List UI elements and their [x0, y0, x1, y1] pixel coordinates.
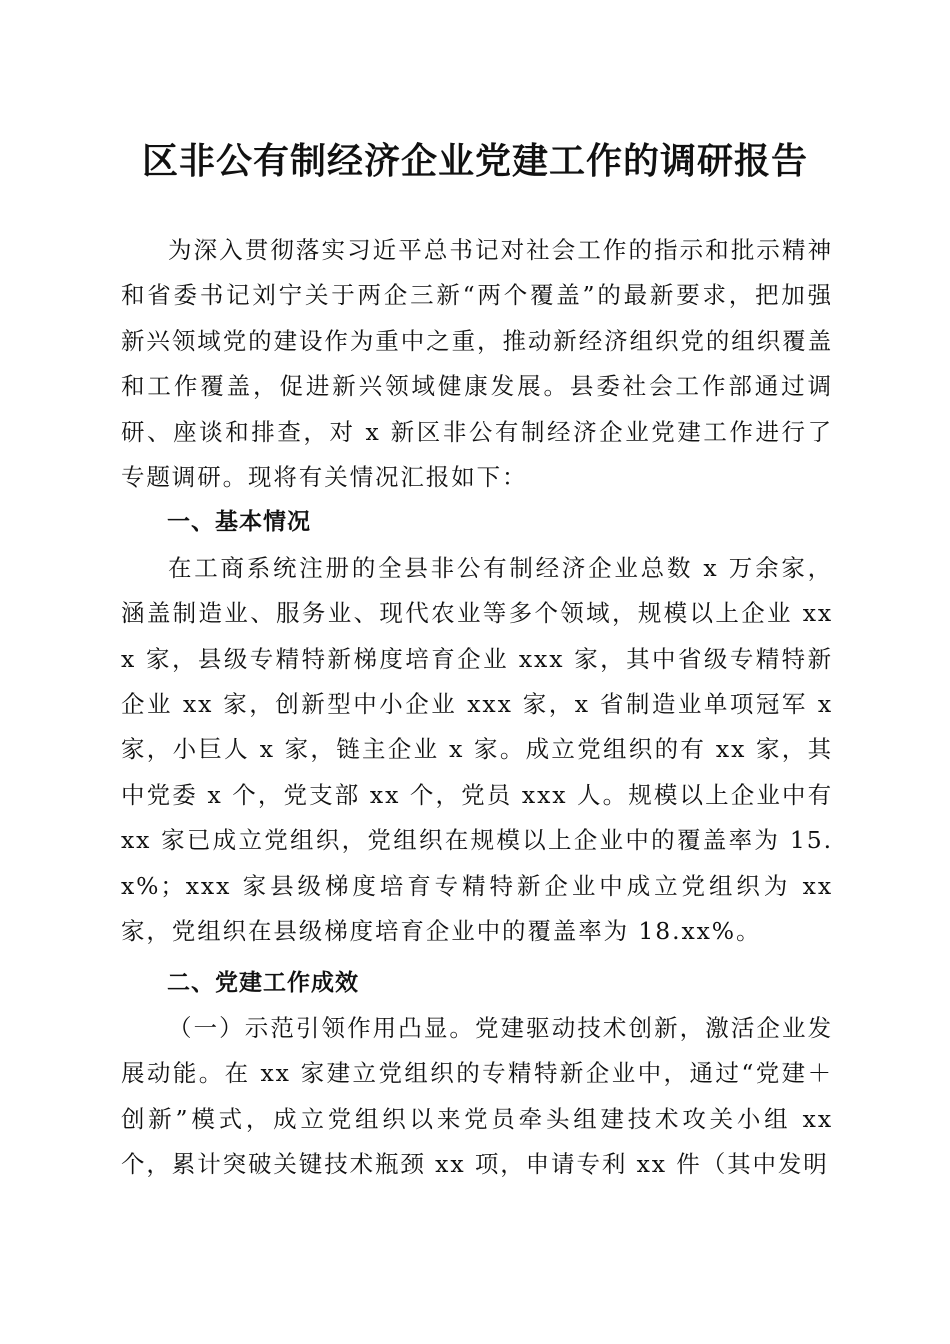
intro-paragraph: 为深入贯彻落实习近平总书记对社会工作的指示和批示精神和省委书记刘宁关于两企三新“两个覆盖”的最新要求，把加强新兴领域党的建设作为重中之重，推动新经济组织党的组织覆盖和工作覆盖，促进新兴领域健康发展。县委社会工作部通过调研、座谈和排查，对 x 新区非公有制经济企业党建工作进行了专题调研。现将有关情况汇报如下：	[121, 236, 833, 492]
basic-situation-paragraph: 在工商系统注册的全县非公有制经济企业总数 x 万余家，涵盖制造业、服务业、现代农业等多个领域，规模以上企业 xxx 家，县级专精特新梯度培育企业 xxx 家，其中省级专精特新企业 xx 家，创新型中小企业 xxx 家，x 省制造业单项冠军 x 家，小巨人 x 家，链主企业 x 家。成立党组织的有 xx 家，其中党委 x 个，党支部 xx 个，党员 xxx 人。规模以上企业中有 xx 家已成立党组织，党组织在规模以上企业中的覆盖率为 15.x%；xxx 家县级梯度培育专精特新企业中成立党组织为 xx 家，党组织在县级梯度培育企业中的覆盖率为 18.xx%。	[121, 553, 833, 946]
section-heading-party-building-results: 二、党建工作成效	[167, 969, 359, 996]
document-body	[121, 228, 833, 1188]
document-title: 区非公有制经济企业党建工作的调研报告	[141, 140, 808, 182]
party-building-results-paragraph: （一）示范引领作用凸显。党建驱动技术创新，激活企业发展动能。在 xx 家建立党组织的专精特新企业中，通过“党建＋创新”模式，成立党组织以来党员牵头组建技术攻关小组 xx 个，累计突破关键技术瓶颈 xx 项，申请专利 xx 件（其中发明	[121, 1013, 833, 1179]
section-heading-basic-situation: 一、基本情况	[167, 509, 311, 536]
